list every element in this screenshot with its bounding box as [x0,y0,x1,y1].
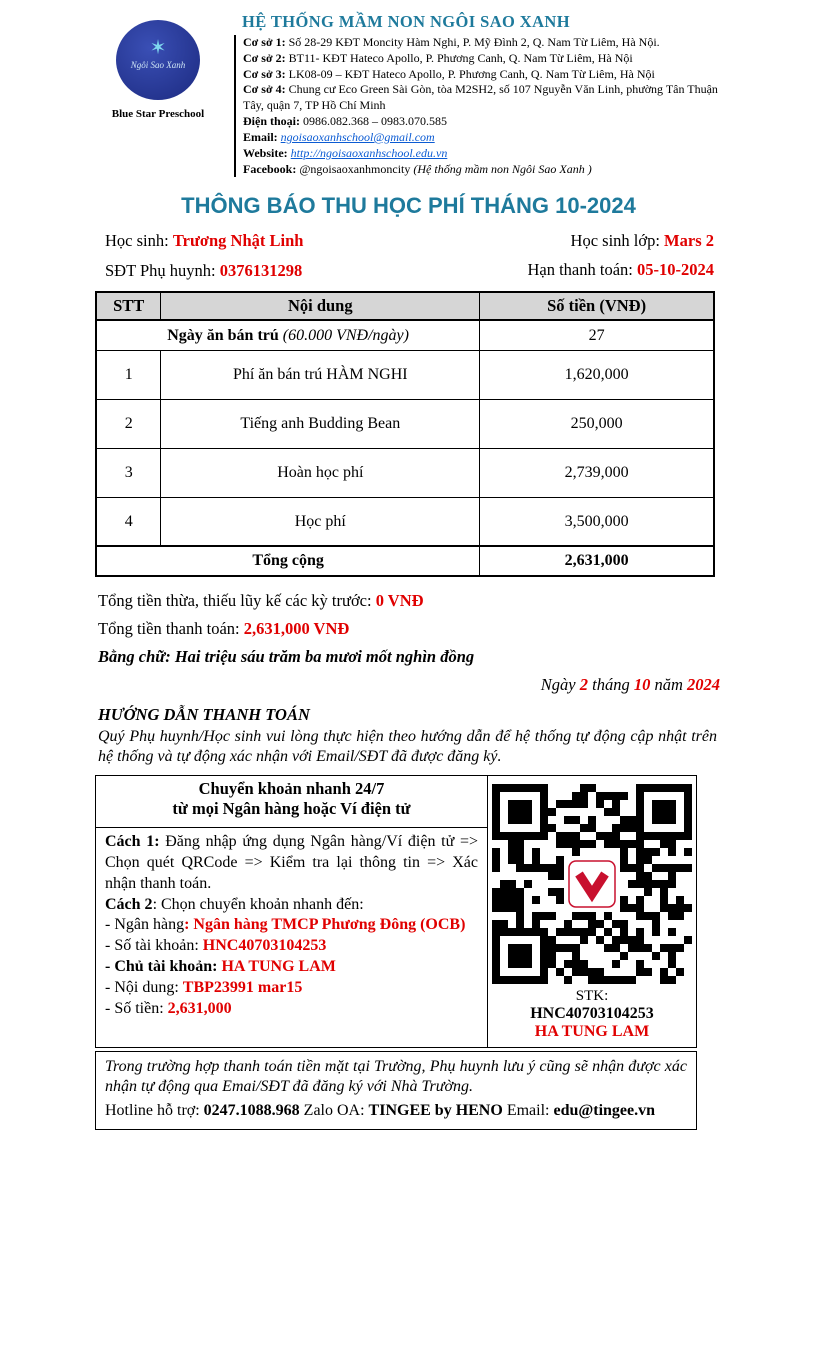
support-email: edu@tingee.vn [553,1102,656,1120]
stk-label: STK: [575,988,609,1005]
branch-4-line [243,82,728,114]
star-icon: ✶ [149,37,167,59]
school-info [234,12,728,177]
amount-in-words-label: Bằng chữ: [98,647,175,667]
row-amount: 3,500,000 [480,497,714,546]
account-number: HNC40703104253 [202,937,327,955]
payment-due-label: Hạn thanh toán: [527,260,637,280]
branch-1-line [243,35,728,51]
bank-label: - Ngân hàng [105,916,185,934]
transfer-instructions [96,828,488,1048]
website-line [243,146,728,162]
stk-holder: HA TUNG LAM [534,1023,650,1041]
row-amount: 250,000 [480,399,714,448]
branch-3-label: Cơ sở 3: [243,66,286,81]
total-payment-value: 2,631,000 VNĐ [243,619,350,639]
hotline-number: 0247.1088.968 [203,1102,300,1120]
transfer-amount-label: - Số tiền: [105,999,168,1017]
row-content: Phí ăn bán trú HÀM NGHI [161,350,480,399]
issue-date [98,675,720,695]
student-info [105,231,714,281]
student-class-field [571,231,714,251]
school-logo-image [116,20,200,100]
student-row-2 [105,261,714,281]
payment-due-field [514,261,714,281]
meal-days-note: (60.000 VNĐ/ngày) [278,326,409,344]
website-label: Website: [243,145,288,160]
branch-1-text: Số 28-29 KĐT Moncity Hàm Nghi, P. Mỹ Đình 2, Q. Nam Từ Liêm, Hà Nội. [285,35,660,49]
payment-guide-intro: Quý Phụ huynh/Học sinh vui lòng thực hiện theo hướng dẫn để hệ thống tự động cập nhật trên hệ thống và tự động xác nhận với Email/SĐT đã được đăng ký. [98,728,717,766]
transfer-content-label: - Nội dung: [105,978,183,996]
facebook-line [243,162,728,178]
branch-2-label: Cơ sở 2: [243,50,286,65]
table-row [96,448,714,497]
header-stt: STT [96,292,161,320]
student-row-1 [105,231,714,251]
header-amount: Số tiền (VNĐ) [480,292,714,320]
parent-phone-value: 0376131298 [219,261,303,281]
branch-4-text: Chung cư Eco Green Sài Gòn, tòa M2SH2, số 107 Nguyễn Văn Linh, phường Tân Thuận Tây, quận 7, TP Hồ Chí Minh [243,82,718,113]
holder-name: HA TUNG LAM [221,958,336,975]
phone-numbers: 0986.082.368 – 0983.070.585 [300,114,447,129]
meal-days-label: Ngày ăn bán trú [167,326,279,344]
total-amount: 2,631,000 [480,546,714,576]
branch-2-text: BT11- KĐT Hateco Apollo, P. Phương Canh, Q. Nam Từ Liêm, Hà Nội [285,50,633,65]
table-row [96,350,714,399]
holder-label: - Chủ tài khoản: [105,958,222,975]
facebook-label: Facebook: [243,161,297,176]
payment-guide-title: HƯỚNG DẪN THANH TOÁN [98,705,310,725]
website-link[interactable]: http://ngoisaoxanhschool.edu.vn [290,145,448,160]
school-logo [98,12,218,177]
logo-caption: Blue Star Preschool [111,108,205,120]
row-content: Học phí [161,497,480,546]
amount-in-words-line [98,647,817,667]
phone-label: Điện thoại: [243,114,300,129]
date-month: 10 [633,675,651,695]
transfer-title-line-1: Chuyển khoản nhanh 24/7 [198,779,385,799]
method-1-line [105,832,478,894]
transfer-amount-line [105,999,478,1020]
branch-3-text: LK08-09 – KĐT Hateco Apollo, P. Phương Canh, Q. Nam Từ Liêm, Hà Nội [285,66,655,81]
stk-number: HNC40703104253 [530,1005,654,1023]
amount-in-words-value: Hai triệu sáu trăm ba mươi mốt nghìn đồng [174,647,475,667]
student-name-value: Trương Nhật Linh [172,231,304,251]
fee-table [95,291,715,577]
header-content: Nội dung [161,292,480,320]
transfer-amount-value: 2,631,000 [167,999,232,1017]
parent-phone-label: SĐT Phụ huynh: [105,261,220,281]
branch-2-line [243,51,728,67]
school-header [0,8,817,177]
method-2-label: Cách 2 [105,895,153,913]
fee-table-header-row [96,292,714,320]
date-year: 2024 [687,675,720,695]
branch-3-line [243,67,728,83]
support-email-label: Email: [502,1102,554,1120]
school-name: HỆ THỐNG MẦM NON NGÔI SAO XANH [242,12,570,31]
bank-line [105,915,478,936]
cash-note: Trong trường hợp thanh toán tiền mặt tại Trường, Phụ huynh lưu ý cũng sẽ nhận được xác nhận tự động qua Emai/SĐT đã đăng ký với Nhà Trường. [105,1058,687,1096]
row-content: Tiếng anh Budding Bean [161,399,480,448]
carryover-label: Tổng tiền thừa, thiếu lũy kế các kỳ trước: [98,591,376,611]
date-part-3: năm [650,675,687,695]
date-day: 2 [579,675,588,695]
payment-box-top-row [96,776,697,828]
student-class-value: Mars 2 [664,231,714,251]
method-2-line [105,895,478,916]
page-title: THÔNG BÁO THU HỌC PHÍ THÁNG 10-2024 [181,193,636,219]
row-stt: 2 [96,399,161,448]
logo-script-text: Ngôi Sao Xanh [130,60,186,70]
row-stt: 3 [96,448,161,497]
table-total-row [96,546,714,576]
branch-1-label: Cơ sở 1: [243,35,286,49]
hotline-line [105,1101,687,1122]
transfer-title-line-2: từ mọi Ngân hàng hoặc Ví điện tử [172,799,411,819]
qr-code [492,784,692,984]
table-row-meal-days [96,320,714,350]
carryover-value: 0 VNĐ [375,591,424,611]
method-2-text: : Chọn chuyển khoản nhanh đến: [152,895,364,913]
student-name-label: Học sinh: [105,231,173,251]
method-1-text: Đăng nhập ứng dụng Ngân hàng/Ví điện tử => Chọn quét QRCode => Kiểm tra lại thông tin => Xác nhận thanh toán. [105,833,478,892]
hotline-label: Hotline hỗ trợ: [105,1102,204,1120]
row-amount: 1,620,000 [480,350,714,399]
total-payment-line [98,619,817,639]
account-label: - Số tài khoản: [105,937,203,955]
meal-days-cell [96,320,480,350]
payment-box [95,775,697,1048]
zalo-label: Zalo OA: [299,1102,369,1120]
facebook-note: (Hệ thống mầm non Ngôi Sao Xanh ) [413,161,592,176]
summary-section [98,591,817,695]
email-label: Email: [243,129,278,144]
student-class-label: Học sinh lớp: [570,231,665,251]
date-part-1: Ngày [540,675,580,695]
table-row [96,399,714,448]
cash-note-box [95,1051,697,1130]
phone-line [243,114,728,130]
transfer-content-line [105,978,478,999]
branch-4-label: Cơ sở 4: [243,82,286,97]
holder-line [105,957,478,978]
email-link[interactable]: ngoisaoxanhschool@gmail.com [280,129,435,144]
meal-days-value: 27 [480,320,714,350]
facebook-handle: @ngoisaoxanhmoncity [296,161,414,176]
date-part-2: tháng [587,675,634,695]
transfer-title-cell [96,776,488,828]
method-1-label: Cách 1: [105,833,160,851]
row-stt: 4 [96,497,161,546]
school-contact-lines [234,35,728,177]
row-content: Hoàn học phí [161,448,480,497]
transfer-content-value: TBP23991 mar15 [182,978,303,996]
email-line [243,130,728,146]
total-label: Tổng cộng [96,546,480,576]
account-line [105,936,478,957]
parent-phone-field [105,261,302,281]
row-amount: 2,739,000 [480,448,714,497]
zalo-name: TINGEE by HENO [368,1102,503,1120]
bank-name: : Ngân hàng TMCP Phương Đông (OCB) [184,916,466,934]
student-name-field [105,231,303,251]
qr-panel [488,776,697,1048]
row-stt: 1 [96,350,161,399]
payment-due-value: 05-10-2024 [637,260,714,280]
carryover-line [98,591,817,611]
total-payment-label: Tổng tiền thanh toán: [98,619,244,639]
table-row [96,497,714,546]
